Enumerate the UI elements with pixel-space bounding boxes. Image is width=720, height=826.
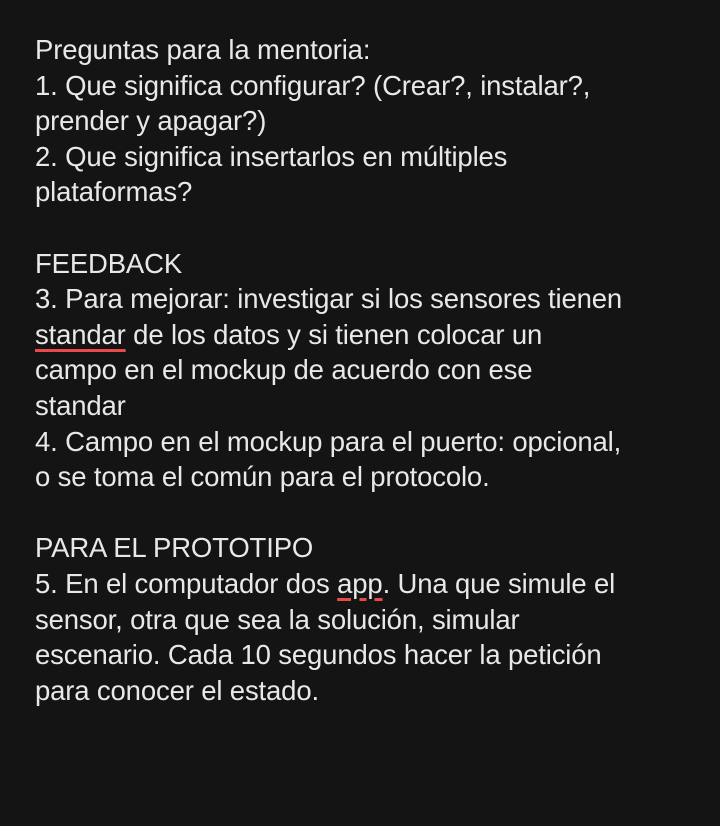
- prototype-5-line-1-start: 5. En el computador dos: [35, 567, 338, 599]
- note-text-body[interactable]: [35, 32, 715, 708]
- prototype-5-line-3: escenario. Cada 10 segundos hacer la petición: [35, 639, 602, 671]
- feedback-3-line-3: campo en el mockup de acuerdo con ese: [35, 354, 533, 386]
- misspelled-word-app[interactable]: app: [337, 567, 383, 599]
- feedback-3-line-4: standar: [35, 389, 126, 421]
- feedback-3-line-2: [35, 317, 715, 353]
- feedback-3-line-1: 3. Para mejorar: investigar si los sensores tienen: [35, 283, 623, 315]
- heading-prototype: PARA EL PROTOTIPO: [35, 532, 314, 564]
- question-1-line-2: prender y apagar?): [35, 105, 267, 137]
- misspelled-word-standar[interactable]: standar: [35, 318, 126, 350]
- prototype-5-line-1-end: . Una que simule el: [382, 567, 616, 599]
- question-2-line-1: 2. Que significa insertarlos en múltiples: [35, 140, 508, 172]
- feedback-4-line-1: 4. Campo en el mockup para el puerto: opcional,: [35, 425, 622, 457]
- heading-questions: Preguntas para la mentoria:: [35, 34, 371, 65]
- question-1-line-1: 1. Que significa configurar? (Crear?, instalar?,: [35, 69, 591, 101]
- question-2-line-2: plataformas?: [35, 176, 193, 208]
- prototype-5-line-1: [35, 566, 715, 602]
- feedback-4-line-2: o se toma el común para el protocolo.: [35, 461, 490, 493]
- blank-line: [35, 210, 715, 246]
- blank-line: [35, 495, 715, 531]
- prototype-5-line-2: sensor, otra que sea la solución, simular: [35, 603, 520, 635]
- feedback-3-line-2-rest: de los datos y si tienen colocar un: [125, 318, 543, 350]
- heading-feedback: FEEDBACK: [35, 247, 183, 279]
- prototype-5-line-4: para conocer el estado.: [35, 674, 319, 706]
